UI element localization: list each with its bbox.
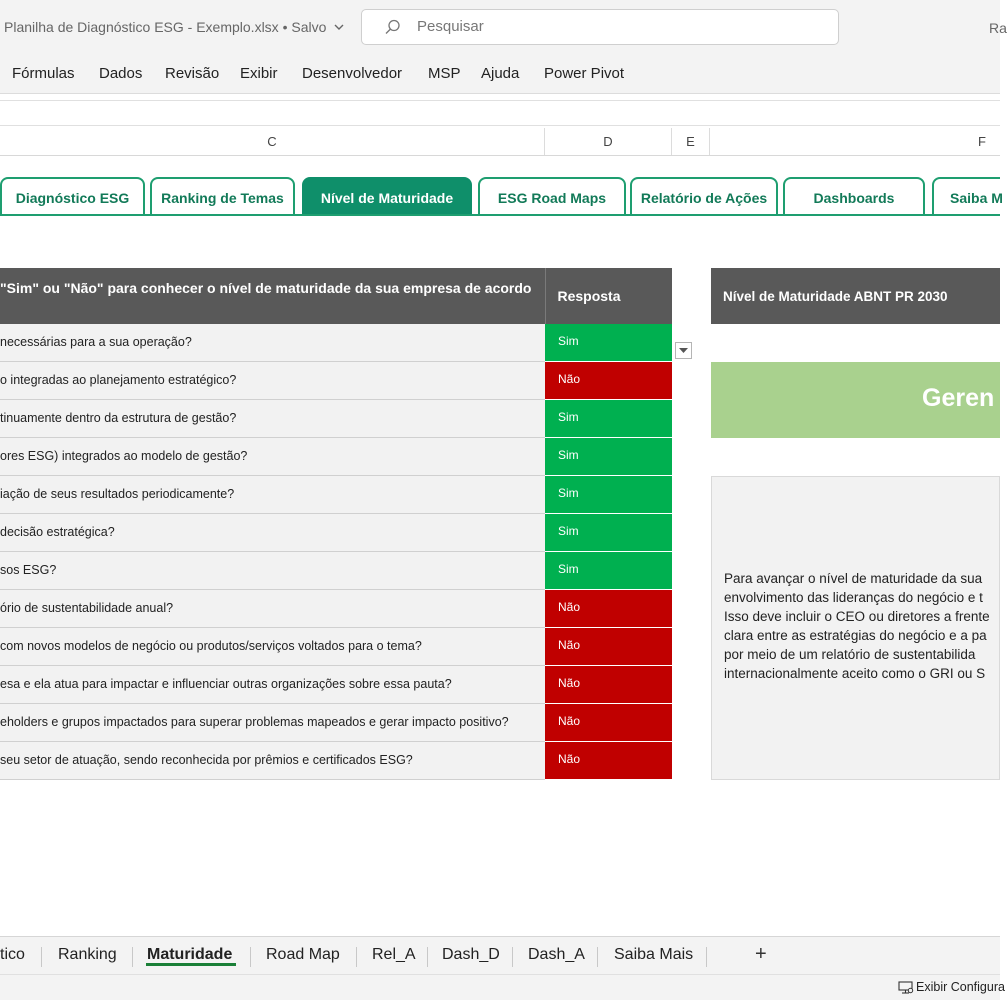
sheet-tab-road-map[interactable]: Road Map	[266, 946, 340, 963]
document-title-text: Planilha de Diagnóstico ESG - Exemplo.xlsx • Salvo	[4, 19, 327, 35]
column-header-d[interactable]: D	[545, 128, 672, 155]
add-sheet-button[interactable]: +	[755, 943, 767, 965]
sheet-tab-separator	[512, 947, 513, 967]
answer-cell[interactable]	[545, 704, 672, 742]
column-header-e[interactable]: E	[672, 128, 710, 155]
question-text: ório de sustentabilidade anual?	[0, 601, 174, 615]
answer-cell[interactable]	[545, 552, 672, 590]
sheet-tab-dash-d[interactable]: Dash_D	[442, 946, 500, 963]
question-text: iação de seus resultados periodicamente?	[0, 487, 235, 501]
question-text: ores ESG) integrados ao modelo de gestão?	[0, 449, 248, 463]
active-sheet-underline	[146, 963, 236, 966]
question-text: esa e ela atua para impactar e influenciar outras organizações sobre essa pauta?	[0, 677, 452, 691]
ribbon-menu	[0, 56, 1000, 94]
maturity-description-line: Isso deve incluir o CEO ou diretores a frente	[724, 609, 990, 624]
maturity-description-line: Para avançar o nível de maturidade da sua	[724, 571, 983, 586]
question-row[interactable]	[0, 590, 545, 628]
maturity-header-text: Nível de Maturidade ABNT PR 2030	[723, 289, 948, 304]
maturity-level-box	[711, 362, 1000, 438]
question-row[interactable]	[0, 666, 545, 704]
title-bar	[0, 0, 1007, 56]
ribbon-tab-desenvolvedor[interactable]: Desenvolvedor	[302, 65, 403, 82]
sheet-tab-maturidade[interactable]: Maturidade	[147, 946, 233, 963]
maturity-header	[711, 268, 1000, 324]
answer-value: Não	[558, 600, 581, 614]
nav-tabs-underline	[0, 214, 1000, 216]
sheet-tabs-bar	[0, 936, 1000, 974]
question-row[interactable]	[0, 552, 545, 590]
ribbon-tab-ajuda[interactable]: Ajuda	[481, 65, 520, 82]
answer-value: Não	[558, 638, 581, 652]
question-text: com novos modelos de negócio ou produtos/serviços voltados para o tema?	[0, 639, 422, 653]
sheet-tab-separator	[356, 947, 357, 967]
nav-tab-ranking-de-temas[interactable]: Ranking de Temas	[150, 177, 295, 215]
answer-value: Não	[558, 676, 581, 690]
document-title[interactable]	[4, 19, 344, 35]
answer-cell[interactable]	[545, 628, 672, 666]
sheet-tab-saiba-mais[interactable]: Saiba Mais	[614, 946, 694, 963]
sheet-tab-diagnostico[interactable]: tico	[0, 946, 25, 963]
maturity-description-line: clara entre as estratégias do negócio e a pa	[724, 628, 987, 643]
answer-cell[interactable]	[545, 400, 672, 438]
answer-cell[interactable]	[545, 324, 672, 362]
questions-header	[0, 268, 545, 324]
answer-cell[interactable]	[545, 590, 672, 628]
ribbon-tab-dados[interactable]: Dados	[99, 65, 143, 82]
question-row[interactable]	[0, 438, 545, 476]
search-icon	[384, 18, 402, 36]
nav-tab-saiba-mais[interactable]: Saiba M	[932, 177, 1000, 215]
column-header-c[interactable]: C	[0, 128, 545, 155]
answer-value: Sim	[558, 448, 579, 462]
sheet-tab-separator	[132, 947, 133, 967]
answer-value: Não	[558, 714, 581, 728]
sheet-tab-dash-a[interactable]: Dash_A	[528, 946, 585, 963]
sheet-tab-ranking[interactable]: Ranking	[58, 946, 117, 963]
sheet-tab-separator	[706, 947, 707, 967]
answer-cell[interactable]	[545, 742, 672, 780]
column-header-f[interactable]: F	[978, 134, 986, 149]
answer-value: Sim	[558, 524, 579, 538]
question-text: seu setor de atuação, sendo reconhecida por prêmios e certificados ESG?	[0, 753, 413, 767]
ribbon-tab-power-pivot[interactable]: Power Pivot	[544, 65, 625, 82]
answer-header-text: Resposta	[557, 288, 621, 304]
ribbon-tab-revisao[interactable]: Revisão	[165, 65, 220, 82]
status-bar	[0, 974, 1005, 1000]
nav-tab-dashboards[interactable]: Dashboards	[783, 177, 925, 215]
ribbon-tab-formulas[interactable]: Fórmulas	[12, 65, 75, 82]
answer-cell[interactable]	[545, 476, 672, 514]
chevron-down-icon	[334, 19, 344, 35]
answer-header	[545, 268, 672, 324]
sheet-tab-rel-a[interactable]: Rel_A	[372, 946, 416, 963]
user-account[interactable]: Ra	[989, 20, 1007, 36]
nav-tab-relatorio-de-acoes[interactable]: Relatório de Ações	[630, 177, 778, 215]
search-input[interactable]	[361, 9, 839, 45]
sheet-tab-separator	[41, 947, 42, 967]
question-text: sos ESG?	[0, 563, 57, 577]
question-text: necessárias para a sua operação?	[0, 335, 192, 349]
answer-cell[interactable]	[545, 362, 672, 400]
question-row[interactable]	[0, 400, 545, 438]
maturity-description-line: internacionalmente aceito como o GRI ou S	[724, 666, 986, 681]
column-headers	[0, 128, 1000, 156]
nav-tab-nivel-de-maturidade[interactable]: Nível de Maturidade	[302, 177, 472, 215]
maturity-level-text: Geren	[922, 384, 995, 412]
question-row[interactable]	[0, 324, 545, 362]
question-text: eholders e grupos impactados para superar problemas mapeados e gerar impacto positivo?	[0, 715, 509, 729]
answer-cell[interactable]	[545, 666, 672, 704]
answer-value: Não	[558, 752, 581, 766]
answer-value: Sim	[558, 486, 579, 500]
display-settings-button[interactable]: Exibir Configura	[916, 980, 1005, 994]
answer-cell[interactable]	[545, 514, 672, 552]
sheet-tab-separator	[597, 947, 598, 967]
question-row[interactable]	[0, 476, 545, 514]
ribbon-tab-exibir[interactable]: Exibir	[240, 65, 278, 82]
search-placeholder: Pesquisar	[417, 18, 484, 35]
question-row[interactable]	[0, 628, 545, 666]
display-settings-icon	[898, 981, 914, 994]
questions-header-text: "Sim" ou "Não" para conhecer o nível de maturidade da sua empresa de acordo	[0, 280, 532, 296]
nav-tab-esg-road-maps[interactable]: ESG Road Maps	[478, 177, 626, 215]
question-row[interactable]	[0, 514, 545, 552]
question-row[interactable]	[0, 704, 545, 742]
maturity-description-line: envolvimento das lideranças do negócio e t	[724, 590, 983, 605]
nav-tab-diagnostico-esg[interactable]: Diagnóstico ESG	[0, 177, 145, 215]
answer-dropdown-button[interactable]	[675, 342, 692, 359]
question-text: tinuamente dentro da estrutura de gestão?	[0, 411, 237, 425]
maturity-description-box	[711, 476, 1000, 780]
answer-value: Não	[558, 372, 581, 386]
answer-cell[interactable]	[545, 438, 672, 476]
formula-bar[interactable]	[0, 100, 1000, 126]
answer-value: Sim	[558, 334, 579, 348]
question-row[interactable]	[0, 742, 545, 780]
question-text: decisão estratégica?	[0, 525, 115, 539]
maturity-description-line: por meio de um relatório de sustentabilida	[724, 647, 976, 662]
question-text: o integradas ao planejamento estratégico?	[0, 373, 237, 387]
question-row[interactable]	[0, 362, 545, 400]
sheet-tab-separator	[250, 947, 251, 967]
dropdown-arrow-icon	[679, 348, 688, 354]
answer-value: Sim	[558, 410, 579, 424]
ribbon-tab-msp[interactable]: MSP	[428, 65, 461, 82]
answer-value: Sim	[558, 562, 579, 576]
sheet-tab-separator	[427, 947, 428, 967]
